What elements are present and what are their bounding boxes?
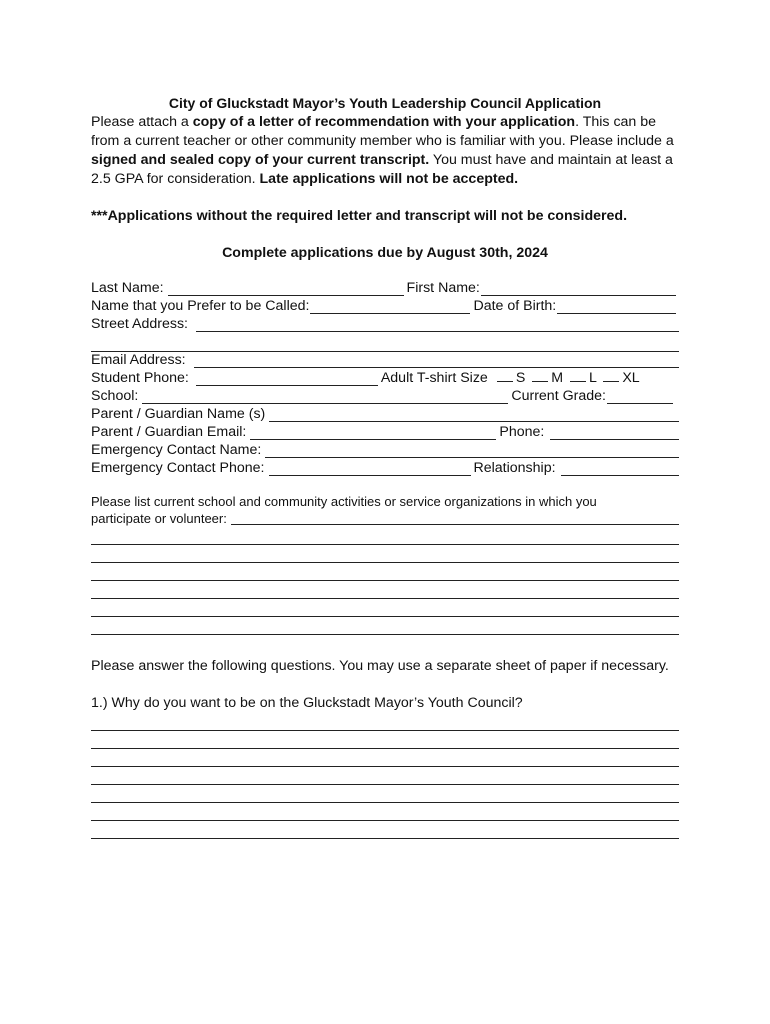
student-phone-field[interactable]: [196, 372, 378, 386]
school-row: [91, 388, 679, 406]
emergency-name-row: [91, 442, 679, 460]
school-label: School:: [91, 388, 139, 404]
relationship-label: Relationship:: [473, 460, 556, 476]
questions-intro: Please answer the following questions. You may use a separate sheet of paper if necessary.: [91, 658, 669, 674]
answer-line[interactable]: [91, 803, 679, 821]
guardian-phone-field[interactable]: [550, 426, 679, 440]
activities-line[interactable]: [91, 599, 679, 617]
school-field[interactable]: [142, 390, 508, 404]
email-row: [91, 352, 679, 370]
activities-line[interactable]: [91, 527, 679, 545]
name-row: [91, 280, 679, 298]
warning-text: ***Applications without the required letter and transcript will not be considered.: [91, 208, 628, 224]
guardian-name-label: Parent / Guardian Name (s): [91, 406, 266, 422]
size-l-label: L: [589, 370, 597, 386]
grade-label: Current Grade:: [511, 388, 606, 404]
guardian-email-row: [91, 424, 679, 442]
answer-line[interactable]: [91, 821, 679, 839]
question-1: 1.) Why do you want to be on the Gluckstadt Mayor’s Youth Council?: [91, 695, 523, 711]
street-row: [91, 316, 679, 334]
emergency-name-field[interactable]: [265, 444, 679, 458]
answer-line[interactable]: [91, 731, 679, 749]
student-phone-label: Student Phone:: [91, 370, 189, 386]
first-name-field[interactable]: [481, 282, 676, 296]
dob-field[interactable]: [557, 300, 676, 314]
last-name-field[interactable]: [168, 282, 404, 296]
size-xl-blank[interactable]: [603, 369, 619, 382]
guardian-email-field[interactable]: [250, 426, 496, 440]
first-name-label: First Name:: [406, 280, 480, 296]
tshirt-label: Adult T-shirt Size: [380, 370, 488, 386]
instructions-paragraph: Please attach a copy of a letter of recommendation with your application. This can be from a current teacher or other community member who is familiar with you. Please include a signed and sealed copy of your current transcript. You must have and maintain at least a 2.5 GPA for consideration. Late applications will not be accepted.: [91, 114, 674, 187]
due-date: Complete applications due by August 30th, 2024: [222, 245, 548, 261]
size-l-blank[interactable]: [570, 369, 586, 382]
guardian-email-label: Parent / Guardian Email:: [91, 424, 247, 440]
dob-label: Date of Birth:: [473, 298, 557, 314]
answer-line[interactable]: [91, 767, 679, 785]
preferred-row: [91, 298, 679, 316]
guardian-phone-label: Phone:: [499, 424, 545, 440]
guardian-name-field[interactable]: [269, 408, 679, 422]
phone-size-row: [91, 370, 679, 388]
last-name-label: Last Name:: [91, 280, 164, 296]
email-label: Email Address:: [91, 352, 186, 368]
activities-field[interactable]: [231, 511, 679, 525]
activities-line[interactable]: [91, 581, 679, 599]
size-s-label: S: [515, 370, 526, 386]
activities-section: [91, 493, 679, 635]
emergency-phone-row: [91, 460, 679, 478]
size-s-blank[interactable]: [497, 369, 513, 382]
size-xl-label: XL: [622, 370, 640, 386]
email-field[interactable]: [194, 354, 679, 368]
activities-prompt: Please list current school and community activities or service organizations in which you: [91, 494, 597, 509]
grade-field[interactable]: [607, 390, 673, 404]
preferred-name-label: Name that you Prefer to be Called:: [91, 298, 310, 314]
answer-line[interactable]: [91, 713, 679, 731]
emergency-phone-field[interactable]: [269, 462, 471, 476]
activities-row: [91, 510, 679, 527]
street-field-line2[interactable]: [91, 334, 679, 352]
answer-line[interactable]: [91, 749, 679, 767]
relationship-field[interactable]: [561, 462, 679, 476]
emergency-phone-label: Emergency Contact Phone:: [91, 460, 265, 476]
activities-line[interactable]: [91, 617, 679, 635]
street-field[interactable]: [196, 318, 679, 332]
activities-line[interactable]: [91, 545, 679, 563]
page-title: City of Gluckstadt Mayor’s Youth Leadership Council Application: [168, 95, 602, 111]
size-m-blank[interactable]: [532, 369, 548, 382]
activities-prompt-line2: participate or volunteer:: [91, 511, 227, 526]
guardian-name-row: [91, 406, 679, 424]
answer-line[interactable]: [91, 785, 679, 803]
activities-line[interactable]: [91, 563, 679, 581]
emergency-name-label: Emergency Contact Name:: [91, 442, 262, 458]
preferred-name-field[interactable]: [310, 300, 470, 314]
application-form: [91, 94, 679, 839]
size-m-label: M: [551, 370, 564, 386]
street-label: Street Address:: [91, 316, 188, 332]
tshirt-size-options: [494, 369, 640, 388]
